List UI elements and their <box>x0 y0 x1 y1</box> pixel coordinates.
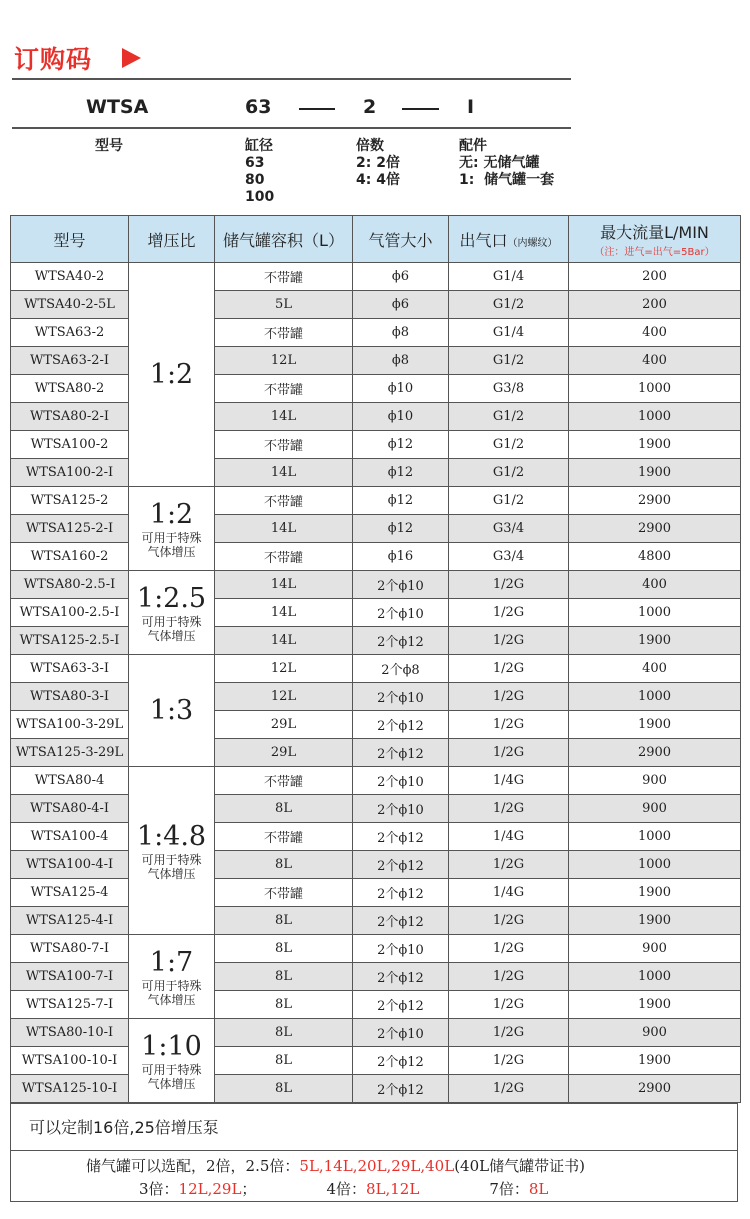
cell-outlet: 1/4G <box>449 767 569 795</box>
cell-outlet: G1/4 <box>449 319 569 347</box>
cell-ratio <box>129 571 215 655</box>
cell-model: WTSA100-4 <box>11 823 129 851</box>
table-row <box>11 1075 741 1103</box>
cell-model: WTSA125-4-I <box>11 907 129 935</box>
header-pipe: 气管大小 <box>353 216 449 263</box>
code-series: WTSA <box>86 96 149 118</box>
cell-outlet: G1/2 <box>449 291 569 319</box>
cell-pipe: 2个ϕ10 <box>353 935 449 963</box>
caption-accessory: 配件 无: 无储气罐 1: 储气罐一套 <box>459 138 555 188</box>
cell-tank: 8L <box>215 991 353 1019</box>
cell-flow: 1000 <box>569 851 741 879</box>
cell-pipe: ϕ12 <box>353 431 449 459</box>
table-row <box>11 543 741 571</box>
cell-flow: 1900 <box>569 991 741 1019</box>
cell-model: WTSA80-10-I <box>11 1019 129 1047</box>
cell-outlet: 1/2G <box>449 851 569 879</box>
header-ratio: 增压比 <box>129 216 215 263</box>
cell-flow: 4800 <box>569 543 741 571</box>
ratio-value: 1:10 <box>141 1030 202 1062</box>
cell-outlet: 1/2G <box>449 1019 569 1047</box>
cell-model: WTSA100-7-I <box>11 963 129 991</box>
cell-outlet: 1/2G <box>449 571 569 599</box>
cell-model: WTSA80-4-I <box>11 795 129 823</box>
cell-flow: 200 <box>569 291 741 319</box>
footer-custom-note: 可以定制16倍,25倍增压泵 <box>10 1103 738 1151</box>
cell-outlet: G3/8 <box>449 375 569 403</box>
table-row <box>11 599 741 627</box>
table-row <box>11 319 741 347</box>
cell-flow: 2900 <box>569 487 741 515</box>
cell-pipe: ϕ8 <box>353 347 449 375</box>
cell-pipe: 2个ϕ12 <box>353 851 449 879</box>
cell-tank: 8L <box>215 935 353 963</box>
cell-model: WTSA125-7-I <box>11 991 129 1019</box>
cell-outlet: 1/2G <box>449 711 569 739</box>
cell-pipe: ϕ12 <box>353 515 449 543</box>
header-outlet: 出气口（内螺纹） <box>449 216 569 263</box>
ratio-note: 可用于特殊 气体增压 <box>141 852 202 881</box>
cell-flow: 1900 <box>569 1047 741 1075</box>
cell-model: WTSA100-3-29L <box>11 711 129 739</box>
caption-ratio: 倍数 2: 2倍 4: 4倍 <box>356 138 400 188</box>
cell-pipe: 2个ϕ12 <box>353 823 449 851</box>
cell-outlet: G1/2 <box>449 459 569 487</box>
cell-pipe: 2个ϕ8 <box>353 655 449 683</box>
cell-flow: 900 <box>569 1019 741 1047</box>
cell-tank: 8L <box>215 1047 353 1075</box>
cell-flow: 1900 <box>569 879 741 907</box>
table-row <box>11 431 741 459</box>
cell-outlet: 1/2G <box>449 991 569 1019</box>
cell-pipe: 2个ϕ12 <box>353 711 449 739</box>
cell-model: WTSA63-2 <box>11 319 129 347</box>
cell-tank: 12L <box>215 655 353 683</box>
caption-bore: 缸径 63 80 100 <box>245 138 275 205</box>
cell-pipe: 2个ϕ10 <box>353 795 449 823</box>
cell-model: WTSA63-3-I <box>11 655 129 683</box>
cell-tank: 14L <box>215 599 353 627</box>
table-row <box>11 767 741 795</box>
cell-tank: 12L <box>215 347 353 375</box>
cell-pipe: ϕ10 <box>353 403 449 431</box>
cell-pipe: 2个ϕ12 <box>353 963 449 991</box>
cell-pipe: 2个ϕ10 <box>353 683 449 711</box>
table-row <box>11 291 741 319</box>
cell-model: WTSA80-2 <box>11 375 129 403</box>
cell-tank: 14L <box>215 403 353 431</box>
cell-tank: 14L <box>215 571 353 599</box>
table-row <box>11 263 741 291</box>
cell-tank: 不带罐 <box>215 543 353 571</box>
header-flow: 最大流量L/MIN （注：进气=出气=5Bar） <box>569 216 741 263</box>
table-row <box>11 1019 741 1047</box>
table-row <box>11 795 741 823</box>
cell-flow: 1000 <box>569 599 741 627</box>
footer-7x-label: 7倍： <box>489 1180 529 1198</box>
cell-flow: 2900 <box>569 1075 741 1103</box>
cell-flow: 400 <box>569 347 741 375</box>
cell-tank: 不带罐 <box>215 823 353 851</box>
cell-tank: 12L <box>215 683 353 711</box>
caption-model: 型号 <box>95 138 123 154</box>
cell-flow: 900 <box>569 935 741 963</box>
cell-pipe: 2个ϕ12 <box>353 739 449 767</box>
cell-pipe: 2个ϕ12 <box>353 627 449 655</box>
header-tank: 储气罐容积（L） <box>215 216 353 263</box>
header-model: 型号 <box>11 216 129 263</box>
table-header-row <box>11 216 741 263</box>
cell-pipe: ϕ6 <box>353 291 449 319</box>
footer-7x-value: 8L <box>528 1180 549 1198</box>
cell-outlet: 1/2G <box>449 1047 569 1075</box>
cell-outlet: 1/2G <box>449 655 569 683</box>
cell-ratio <box>129 935 215 1019</box>
cell-outlet: G1/2 <box>449 347 569 375</box>
cell-tank: 8L <box>215 795 353 823</box>
cell-tank: 8L <box>215 963 353 991</box>
cell-tank: 8L <box>215 907 353 935</box>
footer-line2-values: 5L,14L,20L,29L,40L <box>299 1157 455 1175</box>
cell-flow: 900 <box>569 795 741 823</box>
table-row <box>11 571 741 599</box>
ratio-value: 1:3 <box>149 694 194 726</box>
top-divider <box>12 78 571 80</box>
cell-pipe: ϕ8 <box>353 319 449 347</box>
spec-table <box>10 215 741 1103</box>
cell-ratio <box>129 263 215 487</box>
cell-outlet: G3/4 <box>449 543 569 571</box>
cell-flow: 1900 <box>569 907 741 935</box>
cell-model: WTSA125-2 <box>11 487 129 515</box>
cell-flow: 1000 <box>569 963 741 991</box>
table-row <box>11 403 741 431</box>
cell-tank: 14L <box>215 627 353 655</box>
cell-pipe: 2个ϕ12 <box>353 879 449 907</box>
cell-outlet: 1/2G <box>449 683 569 711</box>
table-row <box>11 935 741 963</box>
footer-4x-label: 4倍： <box>326 1180 366 1198</box>
play-arrow-icon <box>122 48 141 68</box>
table-row <box>11 711 741 739</box>
cell-model: WTSA125-10-I <box>11 1075 129 1103</box>
table-row <box>11 1047 741 1075</box>
cell-flow: 1900 <box>569 711 741 739</box>
cell-pipe: 2个ϕ12 <box>353 907 449 935</box>
cell-pipe: ϕ16 <box>353 543 449 571</box>
cell-tank: 不带罐 <box>215 375 353 403</box>
ratio-value: 1:4.8 <box>136 820 207 852</box>
cell-model: WTSA125-4 <box>11 879 129 907</box>
cell-outlet: 1/2G <box>449 627 569 655</box>
cell-ratio <box>129 655 215 767</box>
cell-model: WTSA100-2 <box>11 431 129 459</box>
cell-flow: 1000 <box>569 683 741 711</box>
cell-outlet: 1/2G <box>449 599 569 627</box>
cell-pipe: 2个ϕ10 <box>353 599 449 627</box>
cell-pipe: ϕ12 <box>353 487 449 515</box>
ratio-note: 可用于特殊 气体增压 <box>141 1062 202 1091</box>
cell-outlet: G1/2 <box>449 403 569 431</box>
table-row <box>11 963 741 991</box>
cell-tank: 不带罐 <box>215 263 353 291</box>
cell-flow: 1000 <box>569 375 741 403</box>
table-row <box>11 907 741 935</box>
cell-model: WTSA160-2 <box>11 543 129 571</box>
cell-outlet: 1/2G <box>449 795 569 823</box>
footer-3x-sep: ； <box>241 1180 257 1198</box>
cell-pipe: ϕ12 <box>353 459 449 487</box>
cell-flow: 1900 <box>569 459 741 487</box>
cell-tank: 8L <box>215 1019 353 1047</box>
cell-pipe: 2个ϕ10 <box>353 1019 449 1047</box>
cell-flow: 2900 <box>569 515 741 543</box>
cell-flow: 400 <box>569 319 741 347</box>
table-row <box>11 991 741 1019</box>
table-row <box>11 655 741 683</box>
cell-flow: 2900 <box>569 739 741 767</box>
cell-outlet: G3/4 <box>449 515 569 543</box>
cell-outlet: 1/2G <box>449 1075 569 1103</box>
table-row <box>11 879 741 907</box>
cell-outlet: 1/4G <box>449 879 569 907</box>
cell-model: WTSA100-2.5-I <box>11 599 129 627</box>
cell-tank: 29L <box>215 739 353 767</box>
cell-tank: 14L <box>215 515 353 543</box>
cell-tank: 不带罐 <box>215 431 353 459</box>
page-title: 订购码 <box>14 45 93 74</box>
cell-tank: 29L <box>215 711 353 739</box>
cell-model: WTSA125-2.5-I <box>11 627 129 655</box>
cell-tank: 8L <box>215 851 353 879</box>
cell-tank: 5L <box>215 291 353 319</box>
code-divider <box>12 127 571 129</box>
cell-outlet: G1/2 <box>449 431 569 459</box>
cell-model: WTSA80-2.5-I <box>11 571 129 599</box>
cell-flow: 900 <box>569 767 741 795</box>
table-row <box>11 459 741 487</box>
cell-outlet: 1/2G <box>449 739 569 767</box>
cell-model: WTSA80-3-I <box>11 683 129 711</box>
footer-line2-prefix: 储气罐可以选配，2倍，2.5倍： <box>86 1157 300 1175</box>
code-bore: 63 <box>245 96 272 118</box>
cell-pipe: 2个ϕ10 <box>353 767 449 795</box>
cell-pipe: 2个ϕ12 <box>353 1075 449 1103</box>
cell-ratio <box>129 767 215 935</box>
ratio-note: 可用于特殊 气体增压 <box>141 530 202 559</box>
cell-outlet: 1/2G <box>449 935 569 963</box>
table-row <box>11 347 741 375</box>
cell-outlet: G1/4 <box>449 263 569 291</box>
ratio-value: 1:2.5 <box>136 582 207 614</box>
cell-model: WTSA100-4-I <box>11 851 129 879</box>
cell-model: WTSA125-3-29L <box>11 739 129 767</box>
table-row <box>11 627 741 655</box>
cell-pipe: 2个ϕ12 <box>353 991 449 1019</box>
ratio-note: 可用于特殊 气体增压 <box>141 614 202 643</box>
cell-model: WTSA100-2-I <box>11 459 129 487</box>
table-row <box>11 823 741 851</box>
code-dash-1 <box>299 108 335 110</box>
cell-model: WTSA80-2-I <box>11 403 129 431</box>
cell-model: WTSA40-2 <box>11 263 129 291</box>
ratio-value: 1:2 <box>149 358 194 390</box>
code-dash-2 <box>402 108 439 110</box>
cell-flow: 400 <box>569 655 741 683</box>
code-accessory: I <box>467 96 475 118</box>
cell-ratio <box>129 487 215 571</box>
cell-flow: 1900 <box>569 627 741 655</box>
cell-tank: 不带罐 <box>215 319 353 347</box>
footer-3x-value: 12L,29L <box>178 1180 242 1198</box>
table-row <box>11 487 741 515</box>
cell-outlet: G1/2 <box>449 487 569 515</box>
cell-pipe: 2个ϕ12 <box>353 1047 449 1075</box>
cell-model: WTSA80-7-I <box>11 935 129 963</box>
cell-tank: 不带罐 <box>215 879 353 907</box>
cell-model: WTSA40-2-5L <box>11 291 129 319</box>
ratio-note: 可用于特殊 气体增压 <box>141 978 202 1007</box>
table-row <box>11 851 741 879</box>
cell-flow: 200 <box>569 263 741 291</box>
cell-model: WTSA100-10-I <box>11 1047 129 1075</box>
cell-tank: 8L <box>215 1075 353 1103</box>
table-row <box>11 515 741 543</box>
cell-outlet: 1/4G <box>449 823 569 851</box>
cell-flow: 1900 <box>569 431 741 459</box>
cell-flow: 400 <box>569 571 741 599</box>
ratio-value: 1:7 <box>149 946 194 978</box>
cell-pipe: 2个ϕ10 <box>353 571 449 599</box>
cell-outlet: 1/2G <box>449 907 569 935</box>
cell-ratio <box>129 1019 215 1103</box>
cell-flow: 1000 <box>569 403 741 431</box>
ratio-value: 1:2 <box>149 498 194 530</box>
cell-flow: 1000 <box>569 823 741 851</box>
cell-model: WTSA125-2-I <box>11 515 129 543</box>
table-row <box>11 739 741 767</box>
cell-pipe: ϕ10 <box>353 375 449 403</box>
table-row <box>11 375 741 403</box>
footer-tank-options <box>10 1150 738 1202</box>
cell-tank: 不带罐 <box>215 767 353 795</box>
footer-4x-value: 8L,12L <box>365 1180 420 1198</box>
cell-tank: 不带罐 <box>215 487 353 515</box>
footer-line2-suffix: (40L储气罐带证书) <box>454 1157 585 1175</box>
cell-model: WTSA63-2-I <box>11 347 129 375</box>
cell-model: WTSA80-4 <box>11 767 129 795</box>
cell-tank: 14L <box>215 459 353 487</box>
footer-3x-label: 3倍： <box>139 1180 179 1198</box>
cell-outlet: 1/2G <box>449 963 569 991</box>
cell-pipe: ϕ6 <box>353 263 449 291</box>
table-row <box>11 683 741 711</box>
code-ratio: 2 <box>363 96 377 118</box>
